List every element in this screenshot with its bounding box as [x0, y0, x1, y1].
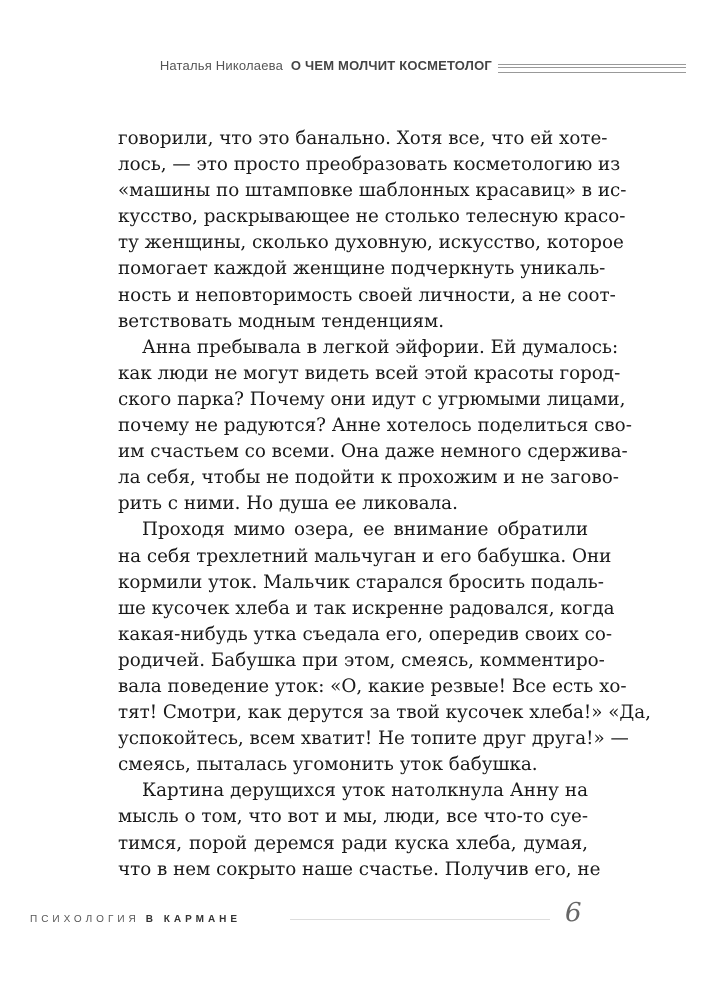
page-number: 6	[565, 898, 582, 928]
header-book-title: О ЧЕМ МОЛЧИТ КОСМЕТОЛОГ	[290, 58, 492, 73]
text-line: рить с ними. Но душа ее ликовала.	[118, 493, 458, 515]
text-line: Проходя мимо озера, ее внимание обратили	[142, 519, 588, 541]
text-line: Анна пребывала в легкой эйфории. Ей думалось:	[142, 336, 619, 358]
text-line: почему не радуются? Анне хотелось поделиться сво-	[118, 415, 632, 437]
text-line: смеясь, пыталась угомонить уток бабушка.	[118, 754, 538, 776]
text-line: «машины по штамповке шаблонных красавиц» в ис-	[118, 180, 627, 202]
text-line: на себя трехлетний мальчуган и его бабушка. Они	[118, 545, 612, 567]
header-text	[160, 58, 492, 73]
text-line: успокойтесь, всем хватит! Не топите друг друга!» —	[118, 728, 629, 750]
text-line: как люди не могут видеть всей этой красоты город-	[118, 362, 621, 384]
text-line: родичей. Бабушка при этом, смеясь, комментиро-	[118, 649, 605, 671]
text-line: тимся, порой деремся ради куска хлеба, думая,	[118, 832, 588, 854]
header-author: Наталья Николаева	[159, 58, 284, 73]
series-bold: В КАРМАНЕ	[145, 914, 242, 925]
series-prefix: ПСИХОЛОГИЯ	[30, 914, 140, 925]
text-line: ского парка? Почему они идут с угрюмыми лицами,	[118, 388, 626, 410]
text-line: ту женщины, сколько духовную, искусство, которое	[118, 232, 624, 254]
running-header	[0, 58, 710, 78]
header-decorative-rules	[498, 64, 686, 73]
text-line: мысль о том, что вот и мы, люди, все что-то суе-	[118, 806, 588, 828]
text-line: им счастьем со всеми. Она даже немного сдержива-	[118, 441, 628, 463]
footer-rule	[290, 919, 550, 920]
text-line: лось, — это просто преобразовать косметологию из	[118, 154, 621, 176]
text-line: кусство, раскрывающее не столько телесную красо-	[118, 206, 626, 228]
text-line: Картина дерущихся уток натолкнула Анну на	[142, 780, 588, 802]
text-line: что в нем сокрыто наше счастье. Получив его, не	[118, 858, 601, 880]
text-line: вала поведение уток: «О, какие резвые! Все есть хо-	[118, 675, 627, 697]
series-name	[30, 914, 241, 925]
text-line: помогает каждой женщине подчеркнуть уникаль-	[118, 258, 606, 280]
text-line: ность и неповторимость своей личности, а не соот-	[118, 284, 616, 306]
text-line: говорили, что это банально. Хотя все, что ей хоте-	[118, 128, 608, 149]
text-line: какая-нибудь утка съедала его, опередив своих со-	[118, 623, 613, 645]
page-footer	[0, 898, 710, 934]
page-body-text	[118, 126, 651, 883]
text-line: ветствовать модным тенденциям.	[118, 310, 445, 332]
text-line: ше кусочек хлеба и так искренне радовался, когда	[118, 597, 615, 619]
text-line: кормили уток. Мальчик старался бросить подаль-	[118, 571, 604, 593]
text-line: ла себя, чтобы не подойти к прохожим и не загово-	[118, 467, 619, 489]
text-line: тят! Смотри, как дерутся за твой кусочек хлеба!» «Да,	[118, 702, 651, 724]
